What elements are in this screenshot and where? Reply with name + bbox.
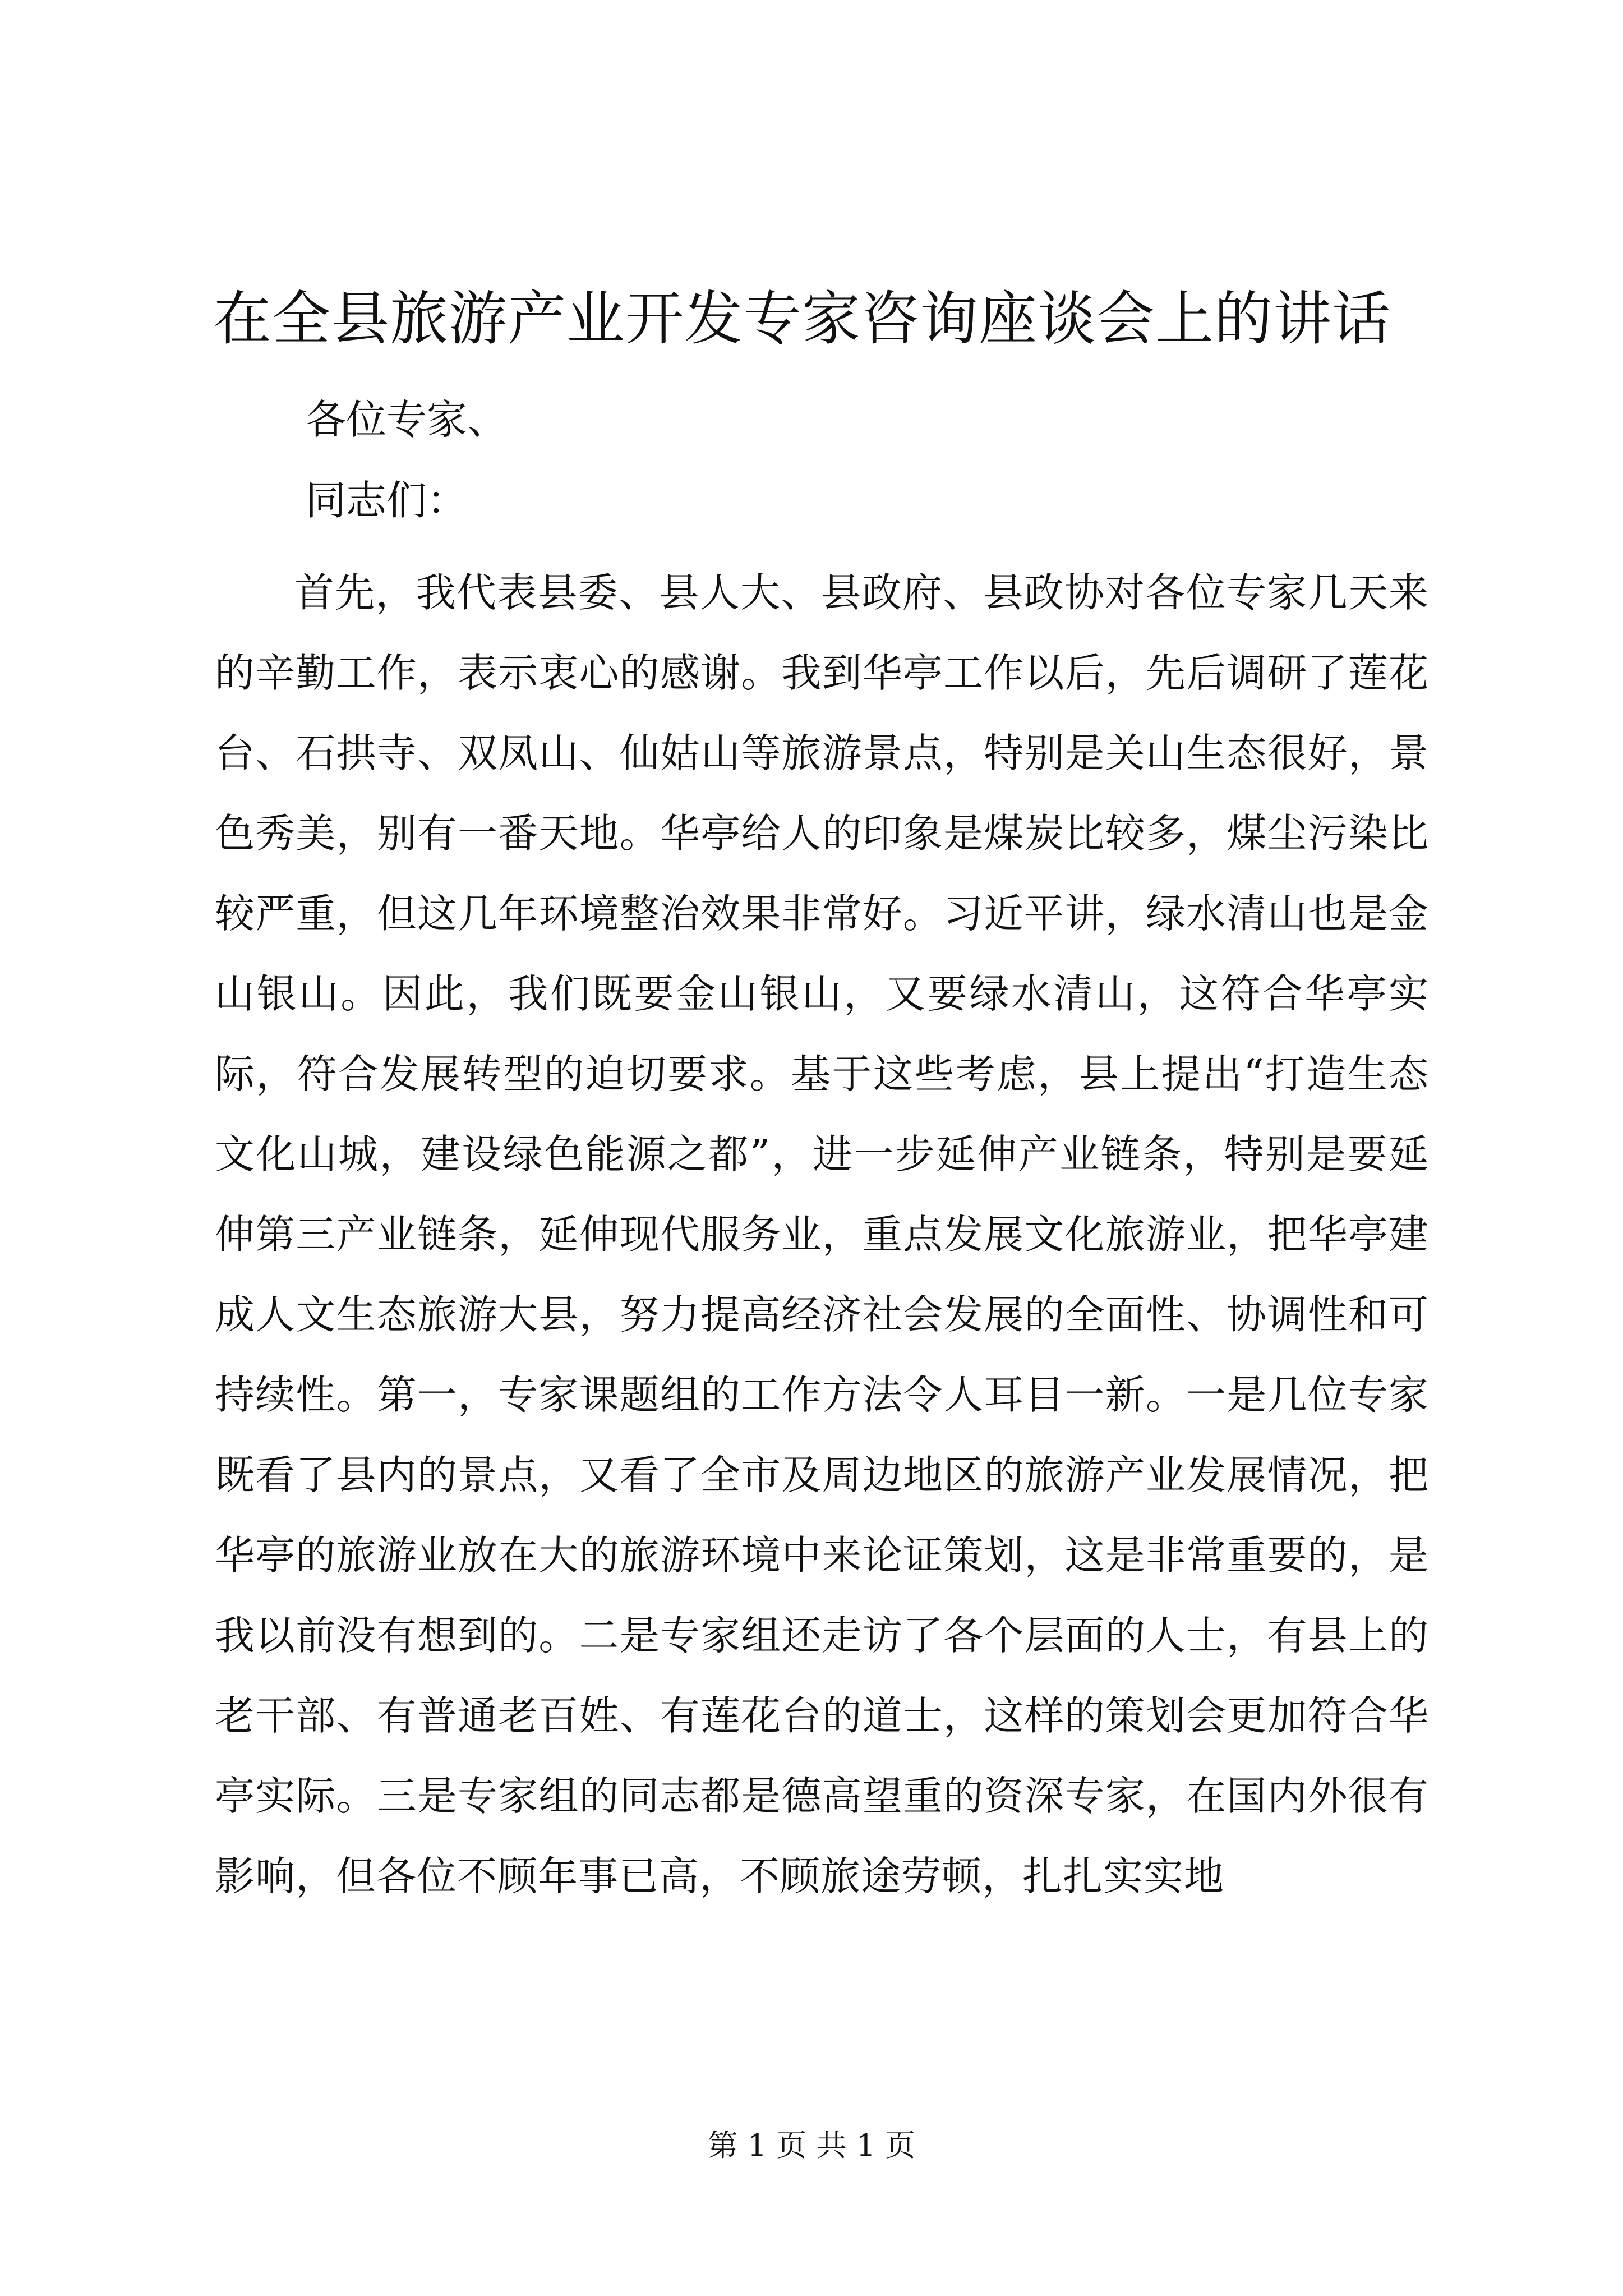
page-footer: 第 1 页 共 1 页	[707, 2128, 916, 2163]
body-paragraph: 首先，我代表县委、县人大、县政府、县政协对各位专家几天来的辛勤工作，表示衷心的感谢。我到华亭工作以后，先后调研了莲花台、石拱寺、双凤山、仙姑山等旅游景点，特别是关山生态很好，景色秀美，别有一番天地。华亭给人的印象是煤炭比较多，煤尘污染比较严重，但这几年环境整治效果非常好。习近平讲，绿水清山也是金山银山。因此，我们既要金山银山，又要绿水清山，这符合华亭实际，符合发展转型的迫切要求。基于这些考虑，县上提出“打造生态文化山城，建设绿色能源之都”，进一步延伸产业链条，特别是要延伸第三产业链条，延伸现代服务业，重点发展文化旅游业，把华亭建成人文生态旅游大县，努力提高经济社会发展的全面性、协调性和可持续性。第一，专家课题组的工作方法令人耳目一新。一是几位专家既看了县内的景点，又看了全市及周边地区的旅游产业发展情况，把华亭的旅游业放在大的旅游环境中来论证策划，这是非常重要的，是我以前没有想到的。二是专家组还走访了各个层面的人士，有县上的老干部、有普通老百姓、有莲花台的道士，这样的策划会更加符合华亭实际。三是专家组的同志都是德高望重的资深专家，在国内外很有影响，但各位不顾年事已高，不顾旅途劳顿，扎扎实实地	[215, 569, 1429, 1899]
salutation-comrades: 同志们：	[306, 477, 468, 524]
document-title: 在全县旅游产业开发专家咨询座谈会上的讲话	[213, 284, 1391, 353]
salutation-experts: 各位专家、	[306, 396, 508, 443]
